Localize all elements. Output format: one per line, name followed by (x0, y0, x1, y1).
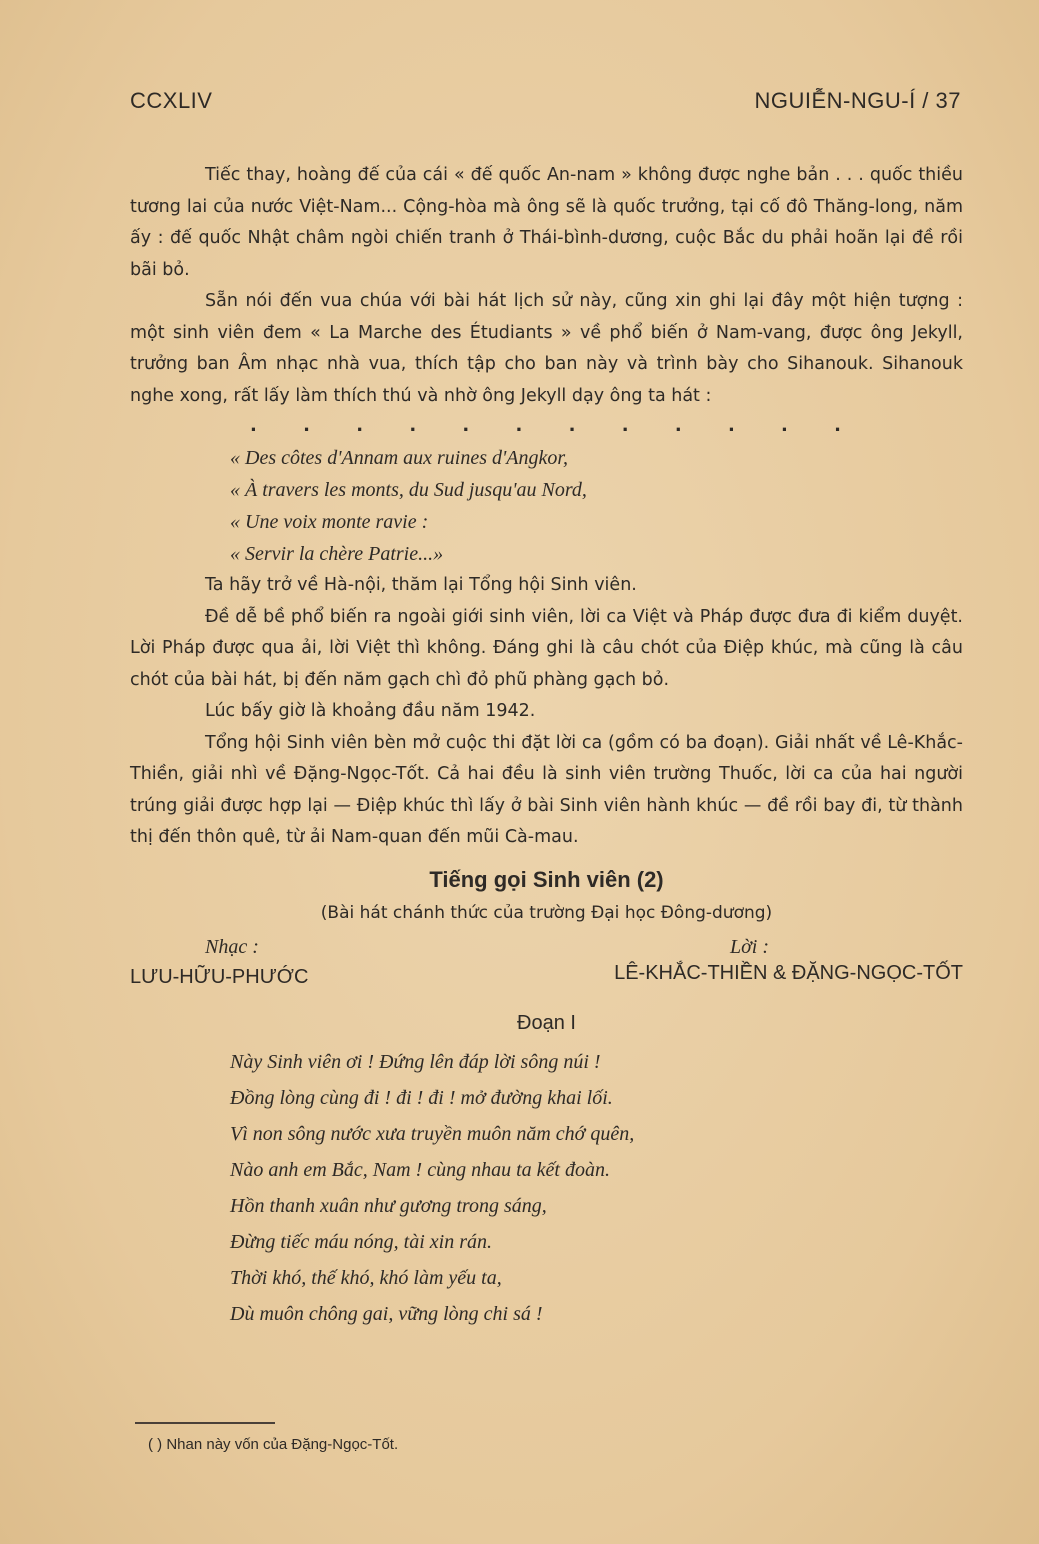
paragraph-4: Đề dễ bề phổ biến ra ngoài giới sinh viên, lời ca Việt và Pháp được đưa đi kiểm duyệt. Lời Pháp được qua ải, lời Việt thì không. Đáng ghi là câu chót của Điệp khúc, mà cũng là câu chót của bài hát, bị đến năm gạch chì đỏ phũ phàng gạch bỏ. (130, 606, 963, 690)
french-verse (230, 442, 963, 570)
lyrics-label: Lời : (730, 935, 770, 958)
lyric-line: Dù muôn chông gai, vững lòng chi sá ! (230, 1302, 543, 1325)
verse-line: « Une voix monte ravie : (230, 511, 429, 533)
song-subtitle: (Bài hát chánh thức của trường Đại học Đông-dương) (320, 902, 773, 923)
section-heading: Đoạn I (517, 1011, 576, 1034)
music-label: Nhạc : (205, 935, 259, 958)
paragraph-1: Tiếc thay, hoàng đế của cái « đế quốc An-nam » không được nghe bản . . . quốc thiều tương lai của nước Việt-Nam... Cộng-hòa mà ông sẽ là quốc trưởng, tại cố đô Thăng-long, năm ấy : đế quốc Nhật châm ngòi chiến tranh ở Thái-bình-dương, cuộc Bắc du phải hoãn lại đề rồi bãi bỏ. (130, 165, 963, 280)
chapter-number: CCXLIV (130, 88, 213, 113)
footnote: ( ) Nhan này vốn của Đặng-Ngọc-Tốt. (148, 1436, 399, 1453)
lyric-line: Thời khó, thế khó, khó làm yếu ta, (230, 1266, 502, 1289)
lyric-line: Này Sinh viên ơi ! Đứng lên đáp lời sông núi ! (230, 1050, 601, 1073)
verse-line: « Servir la chère Patrie...» (230, 543, 444, 565)
paragraph-6: Tổng hội Sinh viên bèn mở cuộc thi đặt lời ca (gồm có ba đoạn). Giải nhất về Lê-Khắc-Thiền, giải nhì về Đặng-Ngọc-Tốt. Cả hai đều là sinh viên trường Thuốc, lời ca của hai người trúng giải được hợp lại — Điệp khúc thì lấy ở bài Sinh viên hành khúc — đề rồi bay đi, từ thành thị đến thôn quê, từ ải Nam-quan đến mũi Cà-mau. (130, 732, 963, 847)
paragraph-3: Ta hãy trở về Hà-nội, thăm lại Tổng hội Sinh viên. (205, 575, 637, 595)
lyricist-names: LÊ-KHẮC-THIỀN & ĐẶNG-NGỌC-TỐT (614, 961, 963, 984)
author-page-number: NGUIỄN-NGU-Í / 37 (754, 88, 961, 113)
song-lyrics (230, 1044, 963, 1332)
page-body (130, 160, 963, 1332)
verse-line: « Des côtes d'Annam aux ruines d'Angkor, (230, 447, 568, 469)
composer-name: LƯU-HỮU-PHƯỚC (130, 965, 309, 988)
lyric-line: Nào anh em Bắc, Nam ! cùng nhau ta kết đoàn. (230, 1158, 610, 1181)
lyric-line: Đừng tiếc máu nóng, tài xin rán. (230, 1230, 492, 1253)
footnote-divider (135, 1422, 275, 1424)
page-header (130, 88, 961, 128)
paragraph-2: Sẵn nói đến vua chúa với bài hát lịch sử này, cũng xin ghi lại đây một hiện tượng : một sinh viên đem « La Marche des Étudiants » về phổ biến ở Nam-vang, được ông Jekyll, trưởng ban Âm nhạc nhà vua, thích tập cho ban này và trình bày cho Sihanouk. Sihanouk nghe xong, rất lấy làm thích thú và nhờ ông Jekyll dạy ông ta hát : (130, 291, 963, 406)
song-title: Tiếng gọi Sinh viên (2) (429, 866, 664, 892)
verse-line: « À travers les monts, du Sud jusqu'au Nord, (230, 479, 587, 501)
lyric-line: Vì non sông nước xưa truyền muôn năm chớ quên, (230, 1122, 635, 1145)
lyric-line: Đồng lòng cùng đi ! đi ! đi ! mở đường khai lối. (230, 1086, 613, 1109)
paragraph-5: Lúc bấy giờ là khoảng đầu năm 1942. (205, 701, 536, 721)
lyric-line: Hồn thanh xuân như gương trong sáng, (230, 1194, 547, 1217)
song-credits (130, 928, 963, 992)
ellipsis-dots: . . . . . . . . . . . . (250, 415, 861, 436)
